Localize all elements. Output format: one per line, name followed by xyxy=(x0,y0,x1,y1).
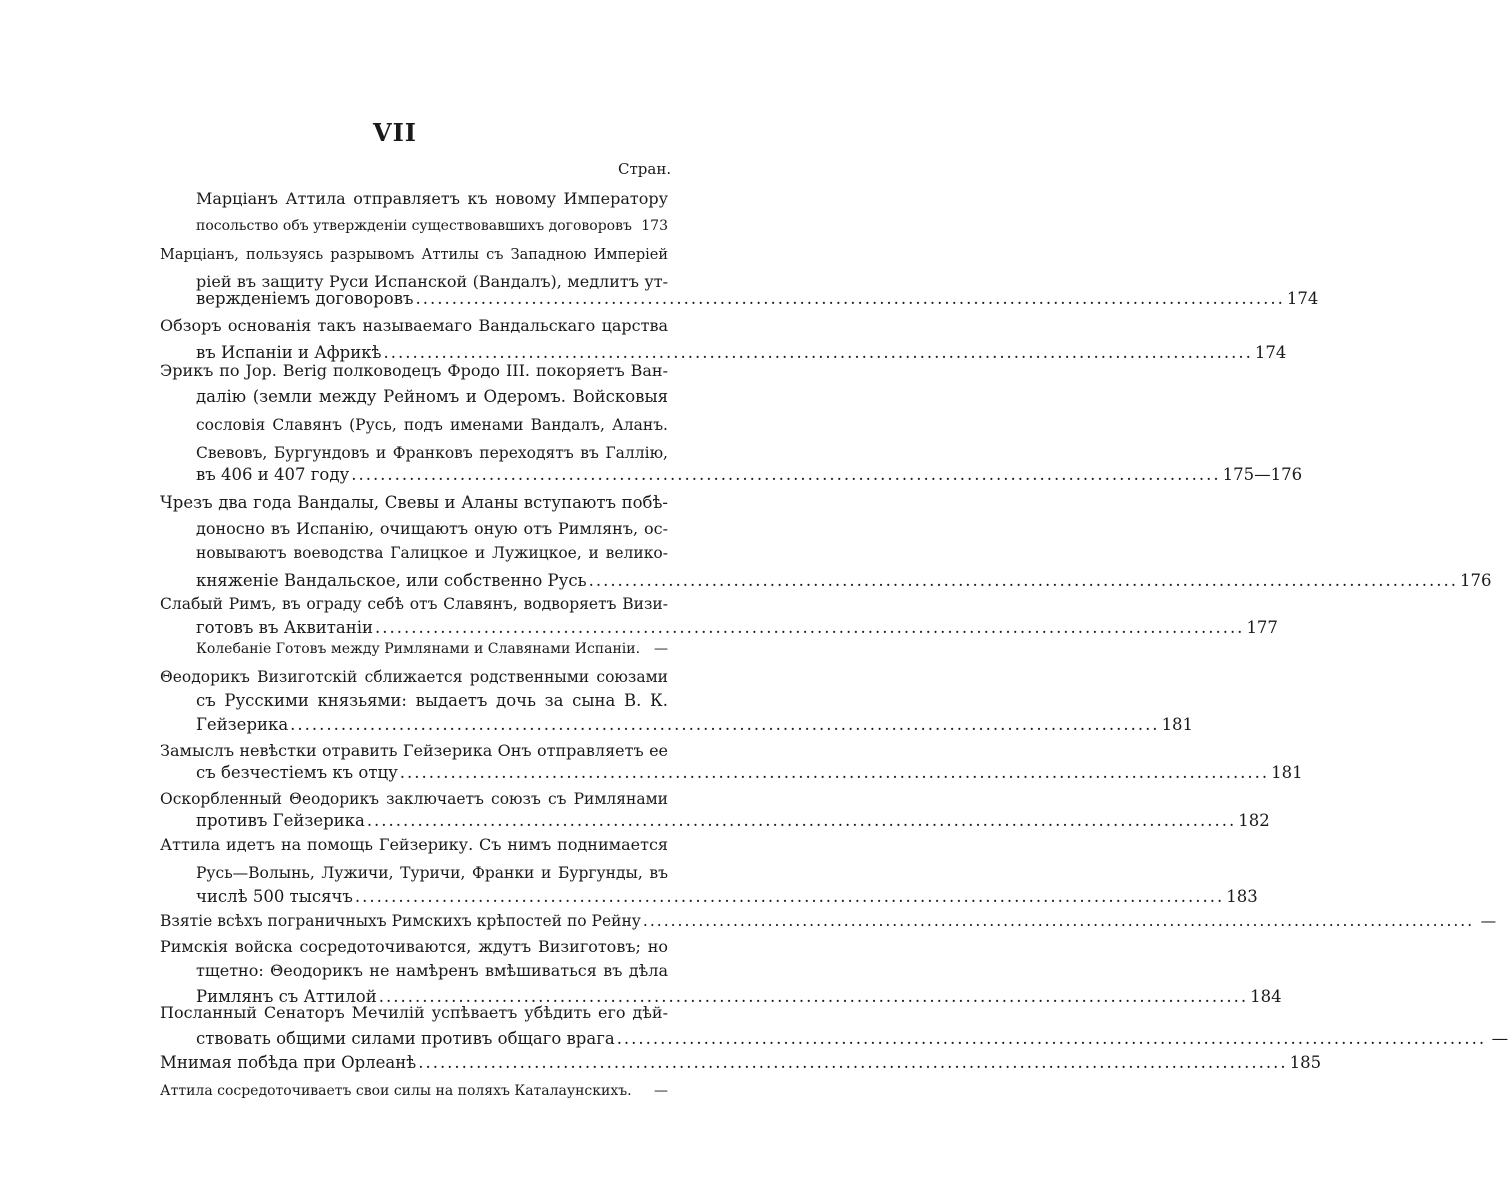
toc-entry-text: Обзоръ основанія такъ называемаго Вандальскаго царства xyxy=(160,316,668,335)
toc-entry-text: Чрезъ два года Вандалы, Свевы и Аланы вступаютъ побѣ- xyxy=(160,493,668,512)
toc-entry-text: ріей въ защиту Руси Испанской (Вандалъ), медлитъ ут- xyxy=(196,272,668,291)
toc-line xyxy=(196,213,668,239)
toc-entry-text: Замыслъ невѣстки отравить Гейзерика Онъ отправляетъ ее xyxy=(160,741,668,760)
toc-line xyxy=(160,313,668,339)
toc-line xyxy=(160,908,1497,934)
toc-entry-text: Аттила сосредоточиваетъ свои силы на поляхъ Каталаунскихъ. xyxy=(160,1083,632,1099)
toc-entry-text: числѣ 500 тысячъ xyxy=(196,887,353,906)
toc-entry-text: Взятіе всѣхъ пограничныхъ Римскихъ крѣпостей по Рейну xyxy=(160,912,641,930)
toc-entry-text: въ Испаніи и Африкѣ xyxy=(196,343,382,362)
toc-entry-text: посольство объ утвержденіи существовавшихъ договоровъ xyxy=(196,218,632,234)
toc-line xyxy=(160,242,668,268)
toc-line xyxy=(196,412,668,438)
toc-line xyxy=(160,934,668,960)
toc-line xyxy=(160,832,668,858)
toc-entry-text: съ Русскими князьями: выдаетъ дочь за сына В. К. xyxy=(196,691,668,710)
toc-line xyxy=(160,591,668,617)
toc-entry-text: Оскорбленный Θеодорикъ заключаетъ союзъ съ Римлянами xyxy=(160,790,668,808)
toc-entry-text: княженіе Вандальское, или собственно Русь xyxy=(196,571,587,590)
toc-page-number: 181 xyxy=(1161,715,1194,734)
toc-page-number: — xyxy=(1491,1029,1508,1048)
toc-entry-text: далію (земли между Рейномъ и Одеромъ. Войсковыя xyxy=(196,387,668,406)
toc-line xyxy=(196,540,668,566)
toc-entry-text: вержденіемъ договоровъ xyxy=(196,289,414,308)
leader-dots: ........................................................................................................................ xyxy=(354,887,1225,906)
toc-line xyxy=(160,1000,668,1026)
toc-page-number: 173 xyxy=(641,218,668,234)
toc-page-number: 184 xyxy=(1250,987,1282,1006)
toc-entry-text: доносно въ Испанію, очищаютъ оную отъ Римлянъ, ос- xyxy=(196,519,668,538)
toc-entry-text: въ 406 и 407 году xyxy=(196,465,350,484)
toc-entry-text: тщетно: Θеодорикъ не намѣренъ вмѣшиваться въ дѣла xyxy=(196,961,668,980)
leader-dots: ........................................................................................................................ xyxy=(399,763,1270,782)
leader-dots: ........................................................................................................................ xyxy=(588,571,1458,590)
toc-line xyxy=(196,958,668,984)
toc-line xyxy=(196,808,1270,834)
toc-entry-text: Посланный Сенаторъ Мечилій успѣваетъ убѣдить его дѣй- xyxy=(160,1003,668,1022)
toc-entry-text: Мнимая побѣда при Орлеанѣ xyxy=(160,1053,417,1072)
toc-page-number: 182 xyxy=(1238,811,1270,830)
toc-line xyxy=(160,664,668,690)
toc-line xyxy=(160,358,668,384)
leader-dots: ........................................................................................................................ xyxy=(616,1029,1487,1048)
toc-line xyxy=(196,712,1194,738)
toc-page-number: 177 xyxy=(1246,618,1278,637)
toc-entry-text: съ безчестіемъ къ отцу xyxy=(196,763,398,782)
toc-entry-text: готовъ въ Аквитаніи xyxy=(196,618,374,637)
toc-page-number: 174 xyxy=(1286,289,1319,308)
toc-line xyxy=(196,1026,1508,1052)
leader-dots: ........................................................................................................................ xyxy=(642,912,1475,930)
toc-entry-text: Гейзерика xyxy=(196,715,289,734)
toc-entry-text: Свевовъ, Бургундовъ и Франковъ переходятъ въ Галлію, xyxy=(196,444,668,462)
toc-line xyxy=(196,884,1258,910)
toc-entry-text: сословія Славянъ (Русь, подъ именами Вандалъ, Аланъ. xyxy=(196,416,668,434)
page-column-label: Стран. xyxy=(618,160,672,178)
toc-entry-text: Римлянъ съ Аттилой xyxy=(196,987,377,1006)
page-number: VII xyxy=(372,118,418,147)
toc-page-number: 185 xyxy=(1289,1053,1322,1072)
leader-dots: ........................................................................................................................ xyxy=(415,289,1285,308)
toc-entry-text: ствовать общими силами противъ общаго врага xyxy=(196,1029,615,1048)
toc-entry-text: Эрикъ по Jор. Berig полководецъ Фродо III. покоряетъ Ван- xyxy=(160,361,668,380)
leader-dots: ........................................................................................................................ xyxy=(375,618,1245,637)
leader-dots: ........................................................................................................................ xyxy=(351,465,1221,484)
toc-line xyxy=(160,1050,1322,1076)
toc-entry-text: новываютъ воеводства Галицкое и Лужицкое, и велико- xyxy=(196,544,668,562)
toc-line xyxy=(196,384,668,410)
toc-page-number: — xyxy=(1480,912,1497,930)
toc-line xyxy=(196,286,1319,312)
toc-page-number: 174 xyxy=(1254,343,1287,362)
toc-page-number: — xyxy=(654,641,668,657)
toc-line xyxy=(196,860,668,886)
toc-page-number: 176 xyxy=(1459,571,1492,590)
toc-entry-text: Марціанъ, пользуясь разрывомъ Аттилы съ Западною Имперіей xyxy=(160,247,668,263)
leader-dots: ........................................................................................................................ xyxy=(366,811,1237,830)
toc-entry-text: Слабый Римъ, въ ограду себѣ отъ Славянъ, водворяетъ Визи- xyxy=(160,595,668,613)
leader-dots: ........................................................................................................................ xyxy=(378,987,1249,1006)
toc-entry-text: Русь—Волынь, Лужичи, Туричи, Франки и Бургунды, въ xyxy=(196,864,668,882)
toc-line xyxy=(196,186,668,212)
toc-line xyxy=(196,760,1303,786)
toc-page-number: 181 xyxy=(1271,763,1303,782)
toc-entry-text: противъ Гейзерика xyxy=(196,811,365,830)
toc-entry-text: Колебаніе Готовъ между Римлянами и Славянами Испаніи. xyxy=(196,641,641,657)
leader-dots: ........................................................................................................................ xyxy=(383,343,1253,362)
toc-entry-text: Аттила идетъ на помощь Гейзерику. Съ нимъ поднимается xyxy=(160,835,668,854)
toc-line xyxy=(160,490,668,516)
toc-line xyxy=(196,516,668,542)
leader-dots: ........................................................................................................................ xyxy=(418,1053,1288,1072)
toc-page-number: 183 xyxy=(1226,887,1258,906)
toc-line xyxy=(196,462,1303,488)
toc-entry-text: Θеодорикъ Визиготскій сближается родственными союзами xyxy=(160,668,668,686)
toc-line xyxy=(196,688,668,714)
toc-entry-text: Марціанъ Аттила отправляетъ къ новому Императору xyxy=(196,189,668,208)
toc-page-number: — xyxy=(654,1083,668,1099)
toc-entry-text: Римскія войска сосредоточиваются, ждутъ Визиготовъ; но xyxy=(160,937,668,956)
toc-line xyxy=(160,1078,668,1104)
toc-page-number: 175—176 xyxy=(1222,465,1303,484)
leader-dots: ........................................................................................................................ xyxy=(290,715,1160,734)
toc-line xyxy=(196,636,668,662)
